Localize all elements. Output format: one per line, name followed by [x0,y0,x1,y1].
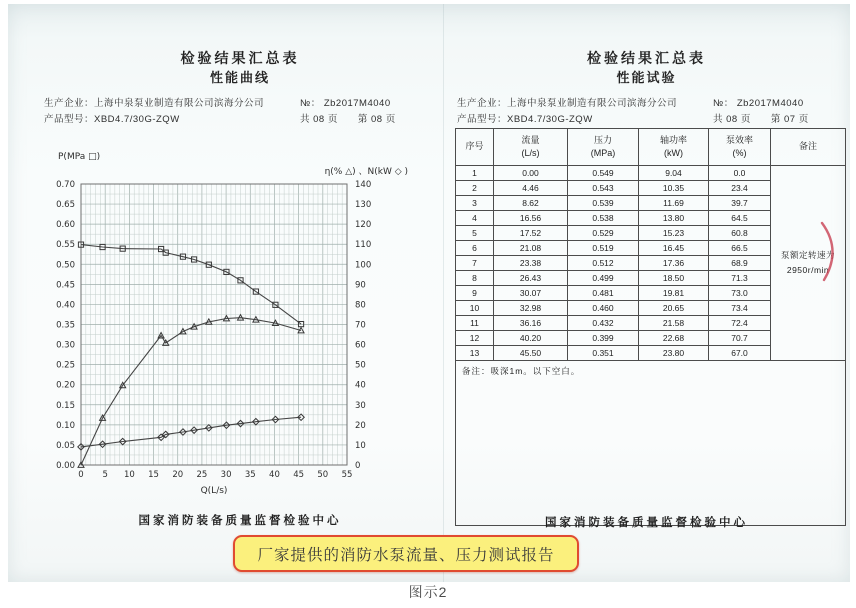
table-cell: 1 [456,166,494,181]
table-cell: 16.45 [639,241,709,256]
svg-text:110: 110 [355,240,372,251]
svg-text:60: 60 [355,340,366,351]
table-cell: 13 [456,346,494,361]
table-cell: 0.0 [709,166,771,181]
table-row [456,166,846,181]
table-cell: 5 [456,226,494,241]
table-cell: 18.50 [639,271,709,286]
svg-text:30: 30 [220,470,232,480]
table-cell: 13.80 [639,211,709,226]
left-page-count: 共 08 页 第 08 页 [300,114,396,125]
table-cell: 30.07 [494,286,568,301]
table-cell: 71.3 [709,271,771,286]
table-cell: 9 [456,286,494,301]
svg-text:0.40: 0.40 [56,300,75,311]
svg-text:40: 40 [355,380,366,391]
table-cell: 19.81 [639,286,709,301]
svg-text:80: 80 [355,300,366,311]
table-cell: 0.539 [568,196,639,211]
highlight-caption [233,535,579,572]
column-header: 压力 (MPa) [568,129,639,166]
table-cell: 73.0 [709,286,771,301]
table-cell: 0.549 [568,166,639,181]
svg-text:0.65: 0.65 [56,200,75,211]
left-company: 生产企业：上海中泉泵业制造有限公司滨海分公司 [44,98,265,109]
table-cell: 39.7 [709,196,771,211]
svg-text:0.30: 0.30 [56,340,75,351]
performance-curve-chart [40,141,440,503]
test-results-table [455,128,846,526]
svg-text:70: 70 [355,320,366,331]
svg-text:0.60: 0.60 [56,220,75,231]
table-cell: 15.23 [639,226,709,241]
svg-text:100: 100 [355,260,372,271]
table-cell: 3 [456,196,494,211]
svg-text:0.50: 0.50 [56,260,75,271]
svg-text:15: 15 [148,470,159,480]
svg-text:η(% △) 、N(kW ◇ ): η(% △) 、N(kW ◇ ) [324,167,408,177]
red-pen-mark [815,220,849,284]
footer-remark-cell: 备注：吸深1m。以下空白。 [456,361,846,526]
svg-text:130: 130 [355,200,372,211]
svg-text:Q(L/s): Q(L/s) [200,486,228,496]
svg-text:10: 10 [355,440,366,451]
table-cell: 64.5 [709,211,771,226]
table-cell: 0.538 [568,211,639,226]
column-header: 流量 (L/s) [494,129,568,166]
table-cell: 23.80 [639,346,709,361]
table-cell: 26.43 [494,271,568,286]
right-model: 产品型号：XBD4.7/30G-ZQW [457,114,593,125]
table-cell: 12 [456,331,494,346]
remark-merged-cell: 泵额定转速为 2950r/min [771,166,846,361]
svg-text:0.10: 0.10 [56,420,75,431]
table-cell: 0.460 [568,301,639,316]
table-cell: 22.68 [639,331,709,346]
highlight-caption-text: 厂家提供的消防水泵流量、压力测试报告 [257,546,555,564]
report-page-curve [30,4,450,582]
table-cell: 40.20 [494,331,568,346]
svg-text:90: 90 [355,280,366,291]
svg-text:0.20: 0.20 [56,380,75,391]
svg-text:0.70: 0.70 [56,180,75,190]
svg-text:0.05: 0.05 [56,440,75,451]
table-cell: 7 [456,256,494,271]
table-body [456,166,846,526]
table-cell: 23.4 [709,181,771,196]
table-cell: 8.62 [494,196,568,211]
svg-text:0.45: 0.45 [56,280,75,291]
svg-text:50: 50 [317,470,329,480]
table-cell: 0.351 [568,346,639,361]
table-cell: 6 [456,241,494,256]
right-page-subtitle: 性能试验 [616,70,677,85]
table-cell: 0.432 [568,316,639,331]
svg-text:P(MPa □): P(MPa □) [58,152,101,162]
right-page-count: 共 08 页 第 07 页 [713,114,809,125]
table-cell: 21.08 [494,241,568,256]
table-header [456,129,846,166]
table-cell: 11.69 [639,196,709,211]
left-page-title: 检验结果汇总表 [180,50,300,66]
right-report-no: №： Zb2017M4040 [713,98,804,109]
left-footer: 国家消防装备质量监督检验中心 [138,515,342,527]
table-cell: 8 [456,271,494,286]
table-cell: 17.36 [639,256,709,271]
svg-text:40: 40 [269,470,280,480]
table-cell: 45.50 [494,346,568,361]
table-cell: 0.499 [568,271,639,286]
table-cell: 36.16 [494,316,568,331]
table-cell: 0.519 [568,241,639,256]
table-cell: 67.0 [709,346,771,361]
table-cell: 68.9 [709,256,771,271]
right-page-title: 检验结果汇总表 [587,50,706,66]
table-cell: 0.529 [568,226,639,241]
left-report-no: №： Zb2017M4040 [300,98,391,109]
table-cell: 2 [456,181,494,196]
svg-text:25: 25 [196,470,208,480]
table-cell: 72.4 [709,316,771,331]
table-cell: 17.52 [494,226,568,241]
svg-text:35: 35 [244,470,256,480]
table-cell: 0.00 [494,166,568,181]
left-model: 产品型号：XBD4.7/30G-ZQW [44,114,180,125]
table-cell: 21.58 [639,316,709,331]
table-cell: 10.35 [639,181,709,196]
scanned-report [8,4,850,582]
svg-text:55: 55 [341,470,353,480]
svg-text:0: 0 [78,470,84,480]
svg-text:140: 140 [355,180,372,190]
svg-text:20: 20 [355,420,366,431]
svg-text:0.15: 0.15 [56,400,75,411]
svg-text:0.25: 0.25 [56,360,75,371]
right-company: 生产企业：上海中泉泵业制造有限公司滨海分公司 [457,98,678,109]
figure-label: 图示2 [408,584,448,600]
table-cell: 23.38 [494,256,568,271]
svg-text:30: 30 [355,400,366,411]
table-cell: 0.512 [568,256,639,271]
table-cell: 0.399 [568,331,639,346]
svg-text:0.00: 0.00 [56,461,75,471]
table-cell: 66.5 [709,241,771,256]
svg-text:0.55: 0.55 [56,240,75,251]
table-cell: 4.46 [494,181,568,196]
svg-text:50: 50 [355,360,366,371]
table-cell: 9.04 [639,166,709,181]
table-cell: 32.98 [494,301,568,316]
table-cell: 0.481 [568,286,639,301]
left-page-subtitle: 性能曲线 [209,70,270,85]
svg-text:120: 120 [355,220,372,231]
svg-text:10: 10 [123,470,135,480]
table-cell: 4 [456,211,494,226]
column-header: 备注 [771,129,846,166]
svg-text:0.35: 0.35 [56,320,75,331]
column-header: 序号 [456,129,494,166]
svg-text:5: 5 [102,470,108,480]
table-cell: 70.7 [709,331,771,346]
table-cell: 20.65 [639,301,709,316]
column-header: 轴功率 (kW) [639,129,709,166]
table-cell: 60.8 [709,226,771,241]
table-cell: 10 [456,301,494,316]
svg-text:45: 45 [293,470,305,480]
svg-text:0: 0 [355,461,361,471]
report-page-table [443,4,850,582]
table-cell: 11 [456,316,494,331]
svg-text:20: 20 [172,470,184,480]
column-header: 泵效率 (%) [709,129,771,166]
right-footer: 国家消防装备质量监督检验中心 [545,517,748,529]
table-cell: 0.543 [568,181,639,196]
table-cell: 73.4 [709,301,771,316]
table-cell: 16.56 [494,211,568,226]
